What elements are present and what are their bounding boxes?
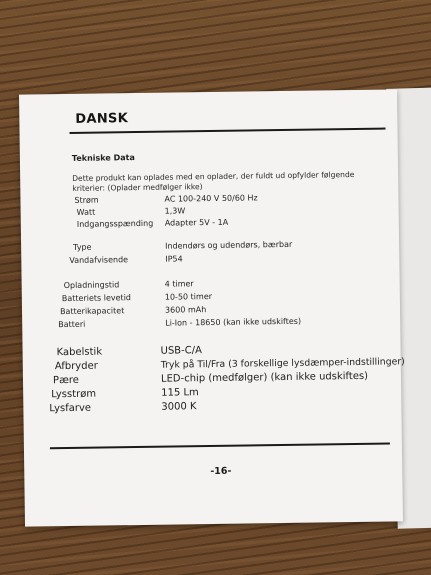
spec-value: 4 timer [164, 279, 194, 289]
spec-value: Indendørs og udendørs, bærbar [165, 239, 293, 251]
spec-label: Kabelstik [56, 346, 103, 359]
spec-label: Lysstrøm [51, 388, 97, 401]
section-title: Tekniske Data [71, 153, 135, 163]
spec-label: Indgangsspænding [76, 218, 154, 229]
language-header: DANSK [75, 111, 129, 127]
header-divider [70, 128, 386, 134]
spec-label: Batterikapacitet [59, 306, 125, 317]
spec-value: 10-50 timer [164, 291, 213, 302]
spec-value: Li-Ion - 18650 (kan ikke udskiftes) [165, 316, 302, 328]
spec-value: Tryk på Til/Fra (3 forskellige lysdæmper-indstillinger) [160, 356, 405, 371]
spec-label: Lysfarve [49, 402, 92, 415]
spec-label: Afbryder [54, 360, 98, 373]
spec-value: 3600 mAh [164, 305, 207, 315]
spec-label: Watt [76, 207, 96, 217]
spec-value: 1,3W [164, 206, 186, 216]
spec-label: Type [73, 242, 92, 252]
spec-label: Strøm [74, 195, 99, 205]
spec-value: 115 Lm [161, 387, 199, 399]
spec-label: Batteri [58, 319, 86, 330]
spec-label: Batteriets levetid [61, 293, 132, 304]
manual-page [19, 89, 403, 526]
spec-label: Vandafvisende [69, 255, 129, 265]
footer-divider [50, 443, 390, 450]
spec-value: Adapter 5V - 1A [164, 217, 229, 228]
spec-label: Opladningstid [63, 280, 120, 291]
spec-label: Pære [52, 374, 79, 387]
spec-value: USB-C/A [160, 345, 202, 357]
spec-value: LED-chip (medfølger) (kan ikke udskiftes) [160, 370, 369, 385]
page-number: -16- [210, 465, 232, 478]
intro-text: Dette produkt kan oplades med en oplader, der fuldt ud opfylder følgende kriterier: (Oplader medfølger ikke) [72, 169, 355, 193]
spec-value: 3000 K [161, 401, 197, 413]
spec-value: AC 100-240 V 50/60 Hz [164, 193, 258, 204]
spec-value: IP54 [165, 254, 183, 264]
